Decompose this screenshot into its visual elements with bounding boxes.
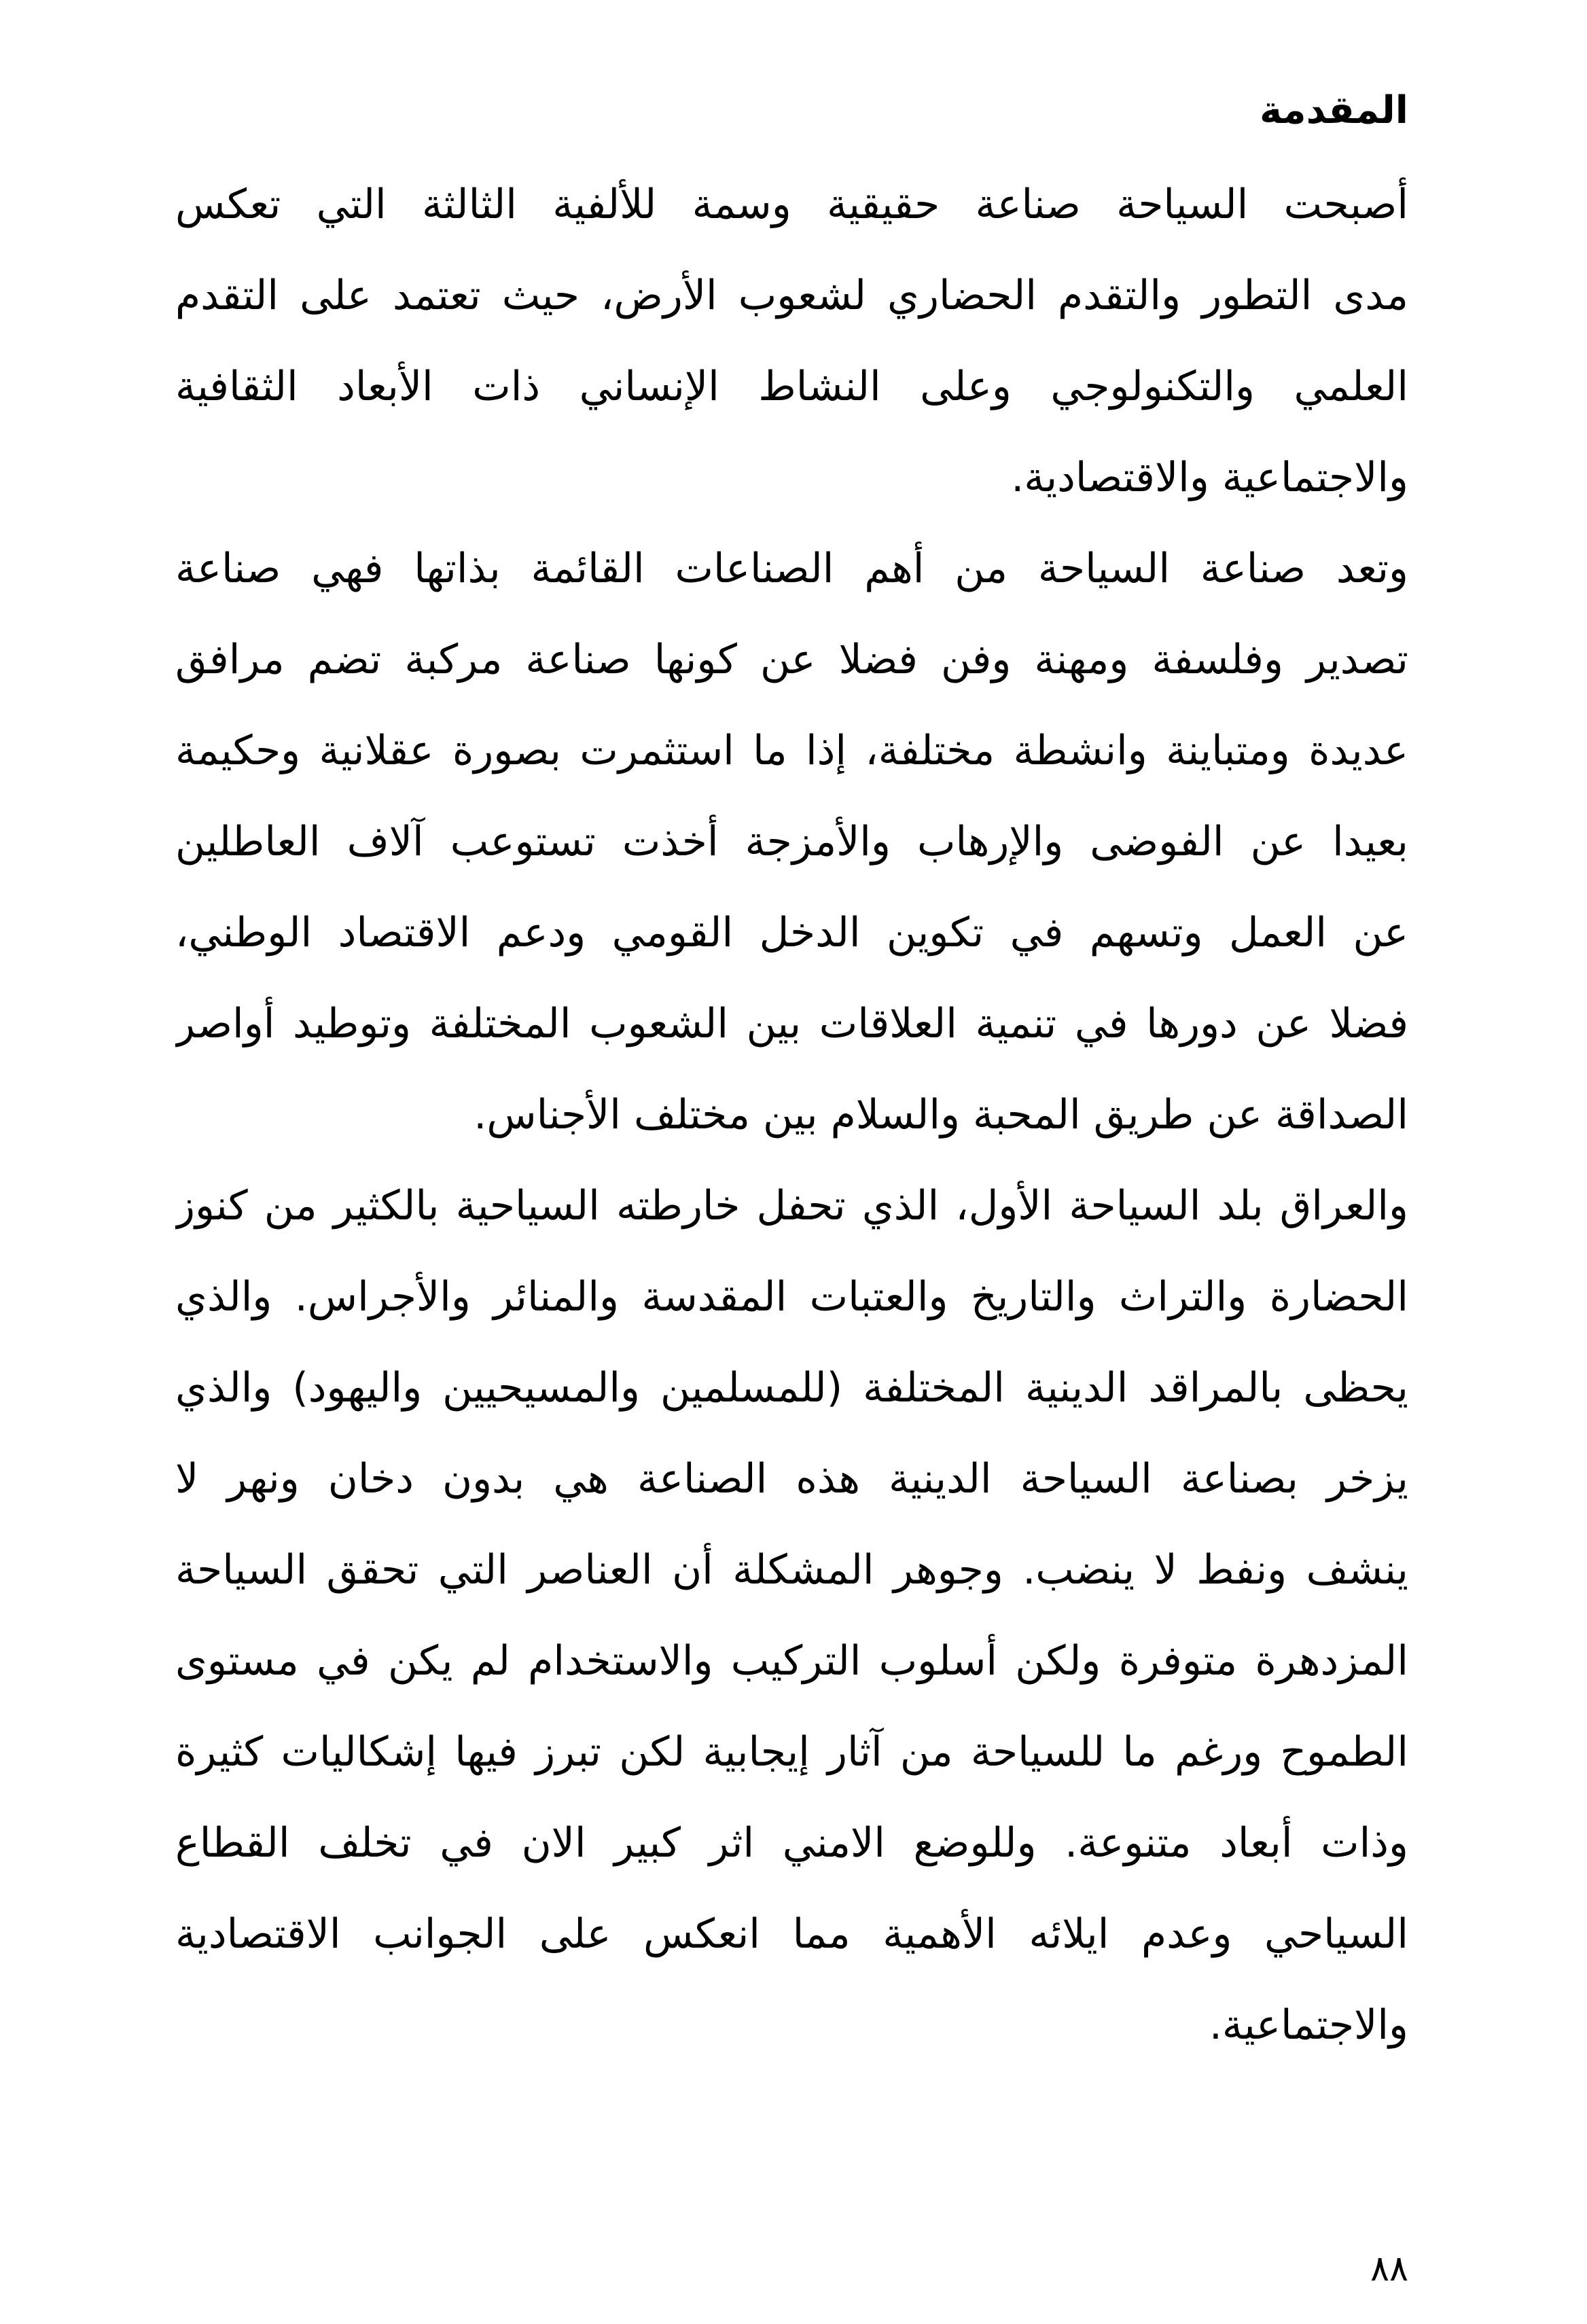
text-line: بعيدا عن الفوضى والإرهاب والأمزجة أخذت تستوعب آلاف العاطلين — [175, 818, 1408, 865]
text-line: فضلا عن دورها في تنمية العلاقات بين الشعوب المختلفة وتوطيد أواصر — [175, 1000, 1408, 1048]
page-number: ٨٨ — [1370, 2249, 1408, 2289]
text-line: الحضارة والتراث والتاريخ والعتبات المقدسة والمنائر والأجراس. والذي — [175, 1273, 1408, 1321]
text-line: المزدهرة متوفرة ولكن أسلوب التركيب والاستخدام لم يكن في مستوى — [175, 1637, 1408, 1685]
text-line: يحظى بالمراقد الدينية المختلفة (للمسلمين والمسيحيين واليهود) والذي — [175, 1364, 1408, 1412]
text-line: العلمي والتكنولوجي وعلى النشاط الإنساني ذات الأبعاد الثقافية — [175, 363, 1408, 410]
text-line: ينشف ونفط لا ينضب. وجوهر المشكلة أن العناصر التي تحقق السياحة — [175, 1546, 1408, 1594]
paragraph — [175, 1160, 1408, 2071]
text-line: مدى التطور والتقدم الحضاري لشعوب الأرض، حيث تعتمد على التقدم — [175, 272, 1408, 319]
section-heading: المقدمة — [1259, 88, 1408, 132]
text-line: أصبحت السياحة صناعة حقيقية وسمة للألفية الثالثة التي تعكس — [175, 181, 1408, 228]
text-line: الصداقة عن طريق المحبة والسلام بين مختلف الأجناس. — [474, 1091, 1408, 1139]
text-line: عن العمل وتسهم في تكوين الدخل القومي ودعم الاقتصاد الوطني، — [175, 909, 1408, 957]
text-line: عديدة ومتباينة وانشطة مختلفة، إذا ما استثمرت بصورة عقلانية وحكيمة — [175, 727, 1408, 774]
text-line: والاجتماعية. — [1209, 2001, 1408, 2049]
text-line: وذات أبعاد متنوعة. وللوضع الامني اثر كبير الان في تخلف القطاع — [175, 1819, 1408, 1867]
paragraph — [175, 159, 1408, 523]
text-line: يزخر بصناعة السياحة الدينية هذه الصناعة هي بدون دخان ونهر لا — [175, 1455, 1408, 1503]
text-line: والعراق بلد السياحة الأول، الذي تحفل خارطته السياحية بالكثير من كنوز — [175, 1182, 1408, 1230]
text-line: الطموح ورغم ما للسياحة من آثار إيجابية لكن تبرز فيها إشكاليات كثيرة — [175, 1728, 1408, 1776]
body-text — [175, 159, 1408, 2071]
text-line: تصدير وفلسفة ومهنة وفن فضلا عن كونها صناعة مركبة تضم مرافق — [175, 636, 1408, 683]
text-line: والاجتماعية والاقتصادية. — [1011, 454, 1408, 501]
text-line: السياحي وعدم ايلائه الأهمية مما انعكس على الجوانب الاقتصادية — [175, 1910, 1408, 1958]
text-line: وتعد صناعة السياحة من أهم الصناعات القائمة بذاتها فهي صناعة — [175, 545, 1408, 592]
paragraph — [175, 523, 1408, 1160]
